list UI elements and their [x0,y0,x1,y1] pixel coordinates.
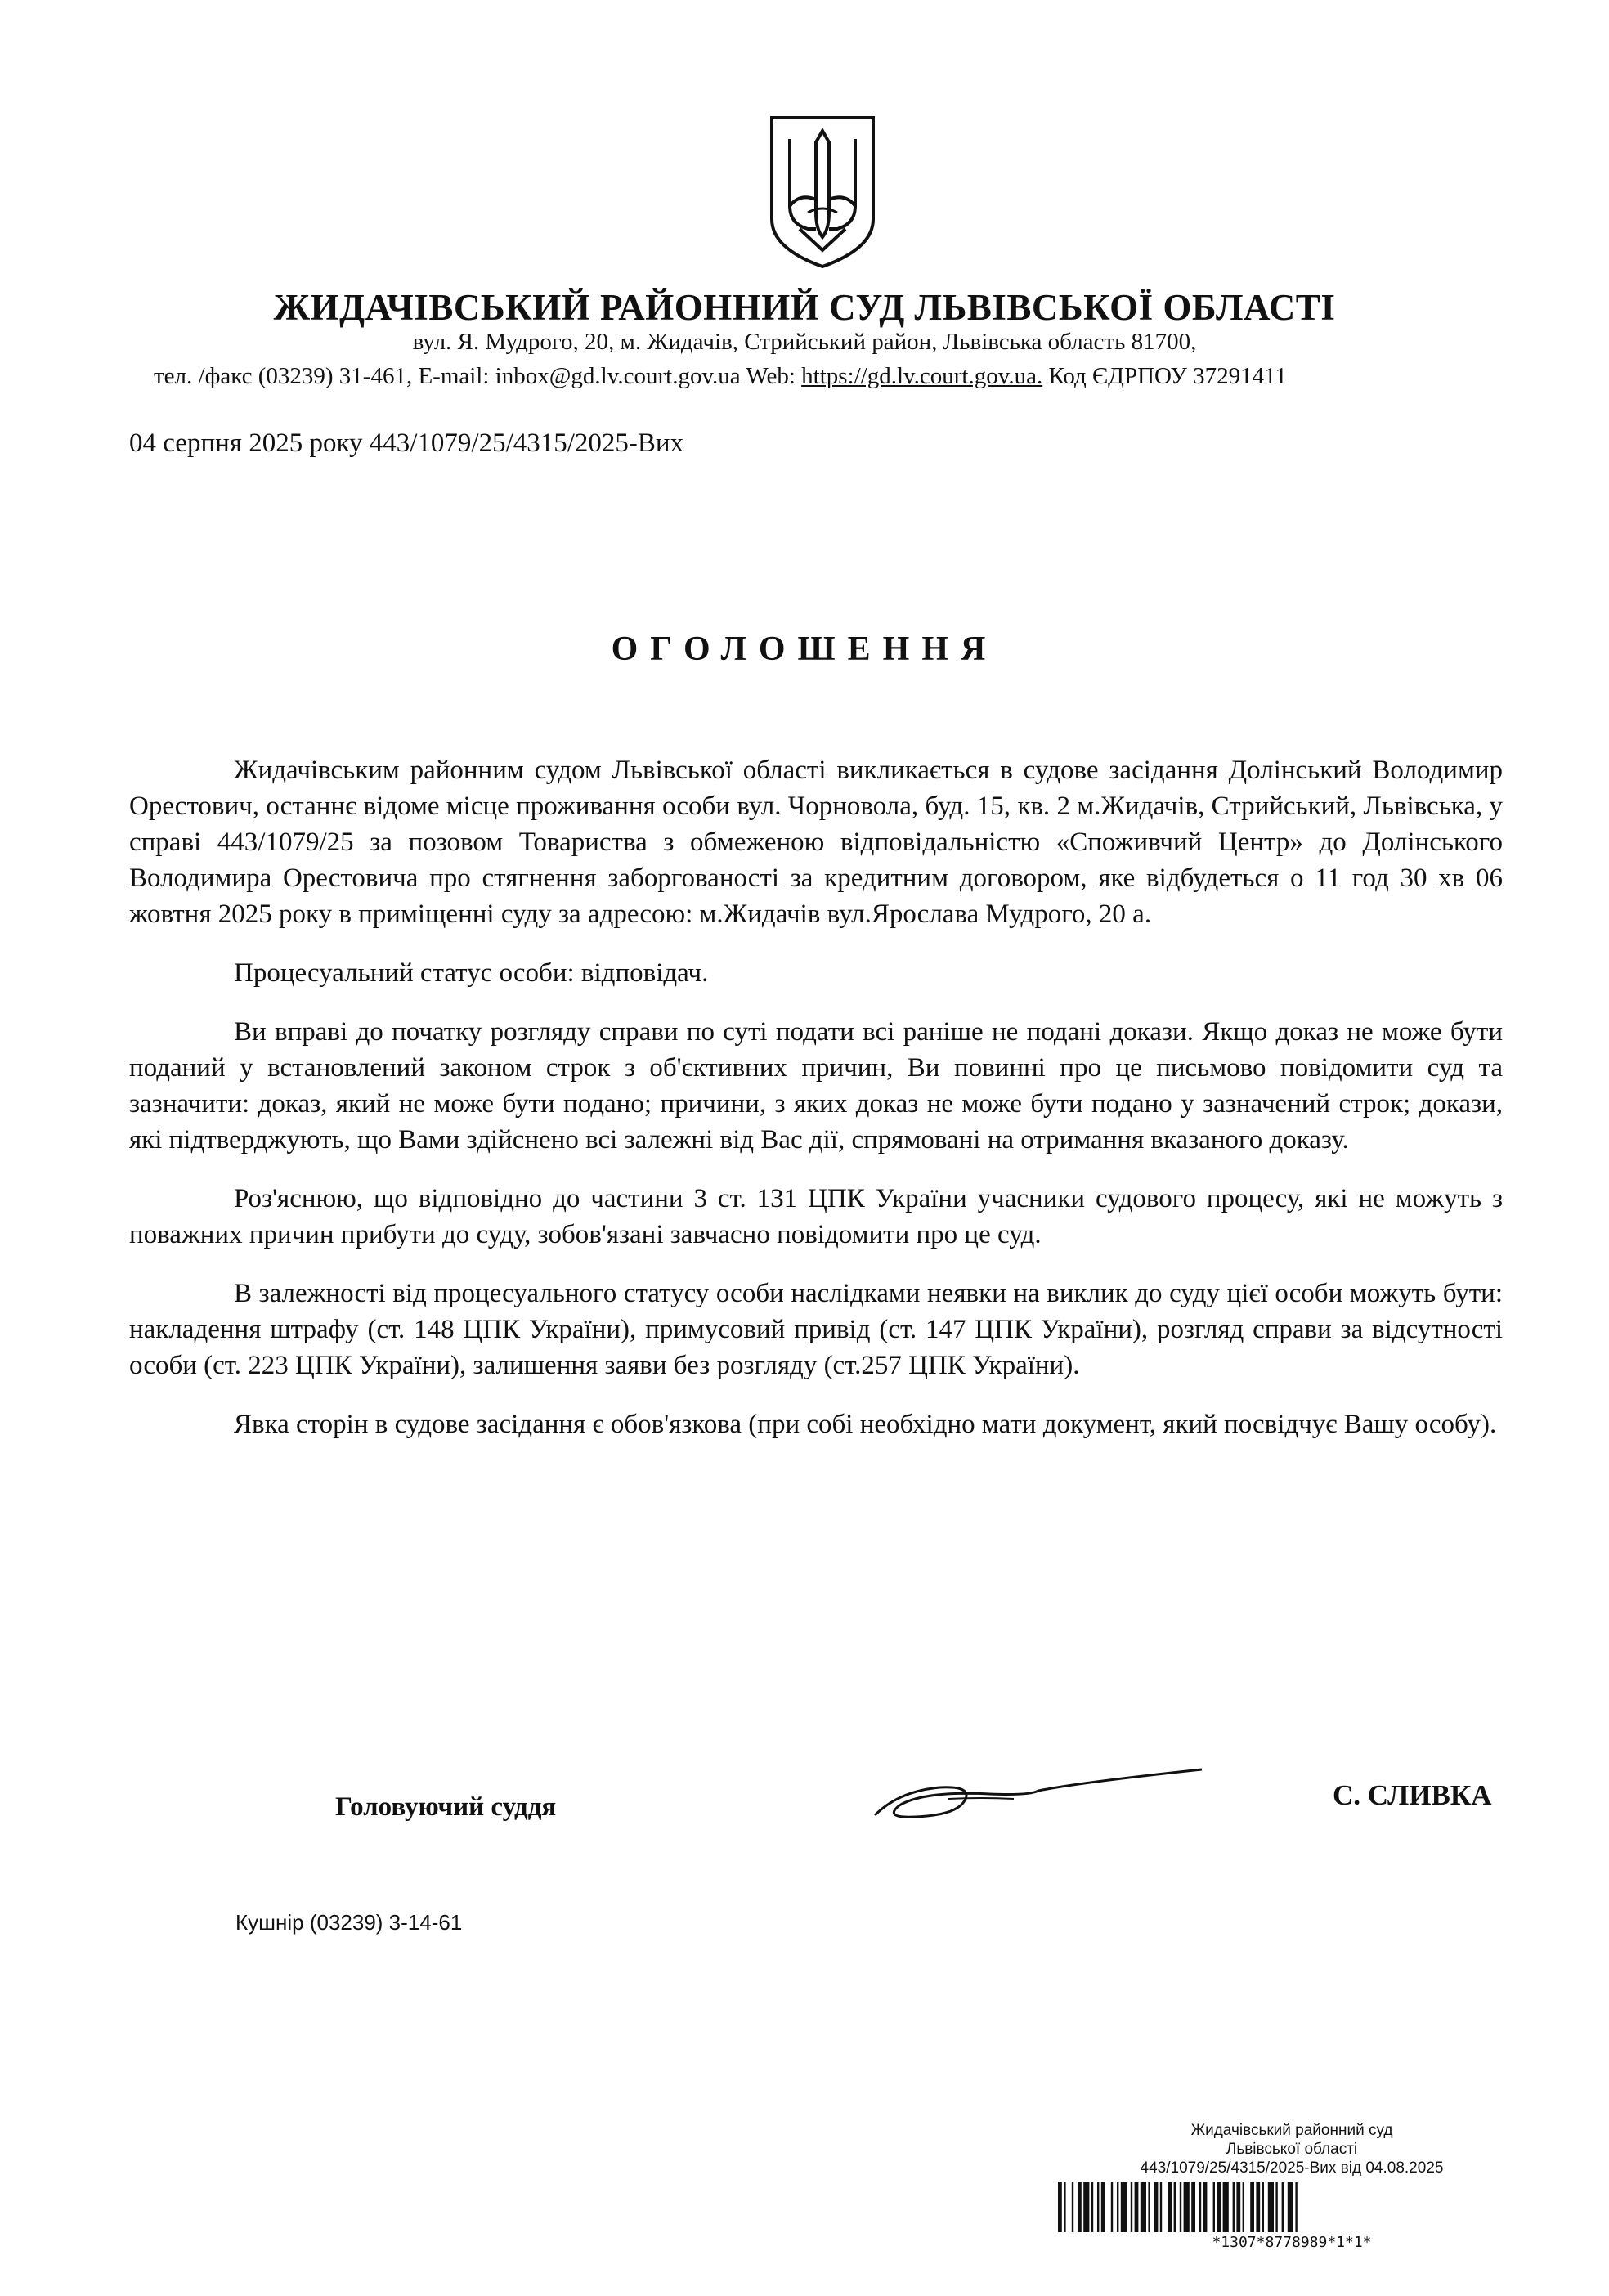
barcode-icon [1055,2182,1529,2232]
barcode-bar [1295,2182,1297,2232]
outgoing-number: 04 серпня 2025 року 443/1079/25/4315/2025-Вих [129,428,684,458]
barcode-bar [1131,2182,1132,2232]
document-title: ОГОЛОШЕННЯ [611,630,998,668]
paragraph-evidence: Ви вправі до початку розгляду справи по суті подати всі раніше не подані докази. Якщо доказ не може бути поданий у встановлений законом строк з об'єктивних причин, Ви повинні про це письмово повідомити суд та зазначити: доказ, який не може бути подано; причини, з яких доказ не може бути подано у зазначений строк; докази, які підтверджують, що Вами здійснено всі залежні від Вас дії, спрямовані на отримання вказаного доказу. [129,1017,1503,1155]
barcode-bar [1236,2182,1240,2232]
paragraph-status: Процесуальний статус особи: відповідач. [234,958,709,988]
contacts-prefix: тел. /факс (03239) 31-461, E-mail: inbox@gd.lv.court.gov.ua Web: [154,363,802,389]
stamp-region-line: Львівської області [1226,2141,1358,2158]
barcode-bar [1174,2182,1176,2232]
barcode-bar [1282,2182,1284,2232]
barcode-bar [1072,2182,1073,2232]
contacts-suffix: Код ЄДРПОУ 37291411 [1042,363,1288,389]
executor-contact: Кушнір (03239) 3-14-61 [235,1910,463,1935]
barcode-bar [1064,2182,1065,2232]
court-name: ЖИДАЧІВСЬКИЙ РАЙОННИЙ СУД ЛЬВІВСЬКОЇ ОБЛАСТІ [273,287,1336,328]
barcode-bar [1250,2182,1254,2232]
paragraph-consequences: В залежності від процесуального статусу особи наслідками неявки на виклик до суду цієї особи можуть бути: накладення штрафу (ст. 148 ЦПК України), примусовий привід (ст. 147 ЦПК України), розгляд справи за відсутності особи (ст. 223 ЦПК України), залишення заяви без розгляду (ст.257 ЦПК України). [129,1279,1503,1380]
barcode-bar [1121,2182,1127,2232]
barcode-bar [1256,2182,1260,2232]
barcode-bar [1243,2182,1244,2232]
paragraph-explanation: Роз'яснюю, що відповідно до частини 3 ст. 131 ЦПК України учасники судового процесу, які не можуть з поважних причин прибути до суду, зобов'язані завчасно повідомити про це суд. [129,1184,1503,1249]
barcode-bar [1101,2182,1105,2232]
paragraph-attendance: Явка сторін в судове засідання є обов'язкова (при собі необхідно мати документ, який посвідчує Вашу особу). [234,1410,1497,1439]
barcode-bar [1275,2182,1277,2232]
barcode-bar [1217,2182,1221,2232]
barcode-bar [1288,2182,1293,2232]
registration-stamp [1055,2121,1529,2177]
barcode-bar [1148,2182,1150,2232]
barcode-bar [1191,2182,1195,2232]
barcode-bar [1184,2182,1190,2232]
barcode-bar [1097,2182,1099,2232]
barcode-bar [1223,2182,1229,2232]
barcode-number: *1307*8778989*1*1* [1212,2234,1372,2251]
barcode-bar [1141,2182,1146,2232]
paragraph-summons: Жидачівським районним судом Львівської області викликається в судове засідання Долінський Володимир Орестович, останнє відоме місце проживання особи вул. Чорновола, буд. 15, кв. 2 м.Жидачів, Стрийський, Львівська, у справі 443/1079/25 за позовом Товариства з обмеженою відповідальністю «Споживчий Центр» до Долінського Володимира Орестовича про стягнення заборгованості за кредитним договором, яке відбудеться о 11 год 30 хв 06 жовтня 2025 року в приміщенні суду за адресою: м.Жидачів вул.Ярослава Мудрого, 20 а. [129,756,1503,929]
barcode-bar [1199,2182,1201,2232]
barcode-bar [1083,2182,1089,2232]
trident-coat-of-arms-icon [767,114,878,270]
barcode-bar [1154,2182,1159,2232]
court-contacts [154,363,1495,390]
announcement-body [129,752,1503,1465]
barcode-bar [1111,2182,1113,2232]
barcode-bar [1117,2182,1118,2232]
court-address: вул. Я. Мудрого, 20, м. Жидачів, Стрийський район, Львівська область 81700, [412,329,1197,355]
barcode-bar [1203,2182,1208,2232]
judge-name: С. СЛИВКА [1333,1779,1492,1811]
barcode-bar [1135,2182,1139,2232]
handwritten-signature [867,1758,1210,1832]
barcode-bar [1091,2182,1093,2232]
barcode-bar [1078,2182,1082,2232]
barcode-bar [1268,2182,1274,2232]
barcode-bar [1180,2182,1181,2232]
barcode-bar [1168,2182,1172,2232]
judge-role: Головуючий суддя [335,1792,557,1822]
barcode-bar [1213,2182,1215,2232]
court-website-link[interactable]: https://gd.lv.court.gov.ua. [801,363,1043,389]
barcode-bar [1160,2182,1162,2232]
stamp-number-line: 443/1079/25/4315/2025-Вих від 04.08.2025 [1140,2159,1444,2177]
barcode-bar [1262,2182,1264,2232]
stamp-court-line: Жидачівський районний суд [1190,2122,1393,2139]
barcode-bar [1058,2182,1062,2232]
barcode-bar [1233,2182,1235,2232]
signature-block [0,1758,1609,1832]
